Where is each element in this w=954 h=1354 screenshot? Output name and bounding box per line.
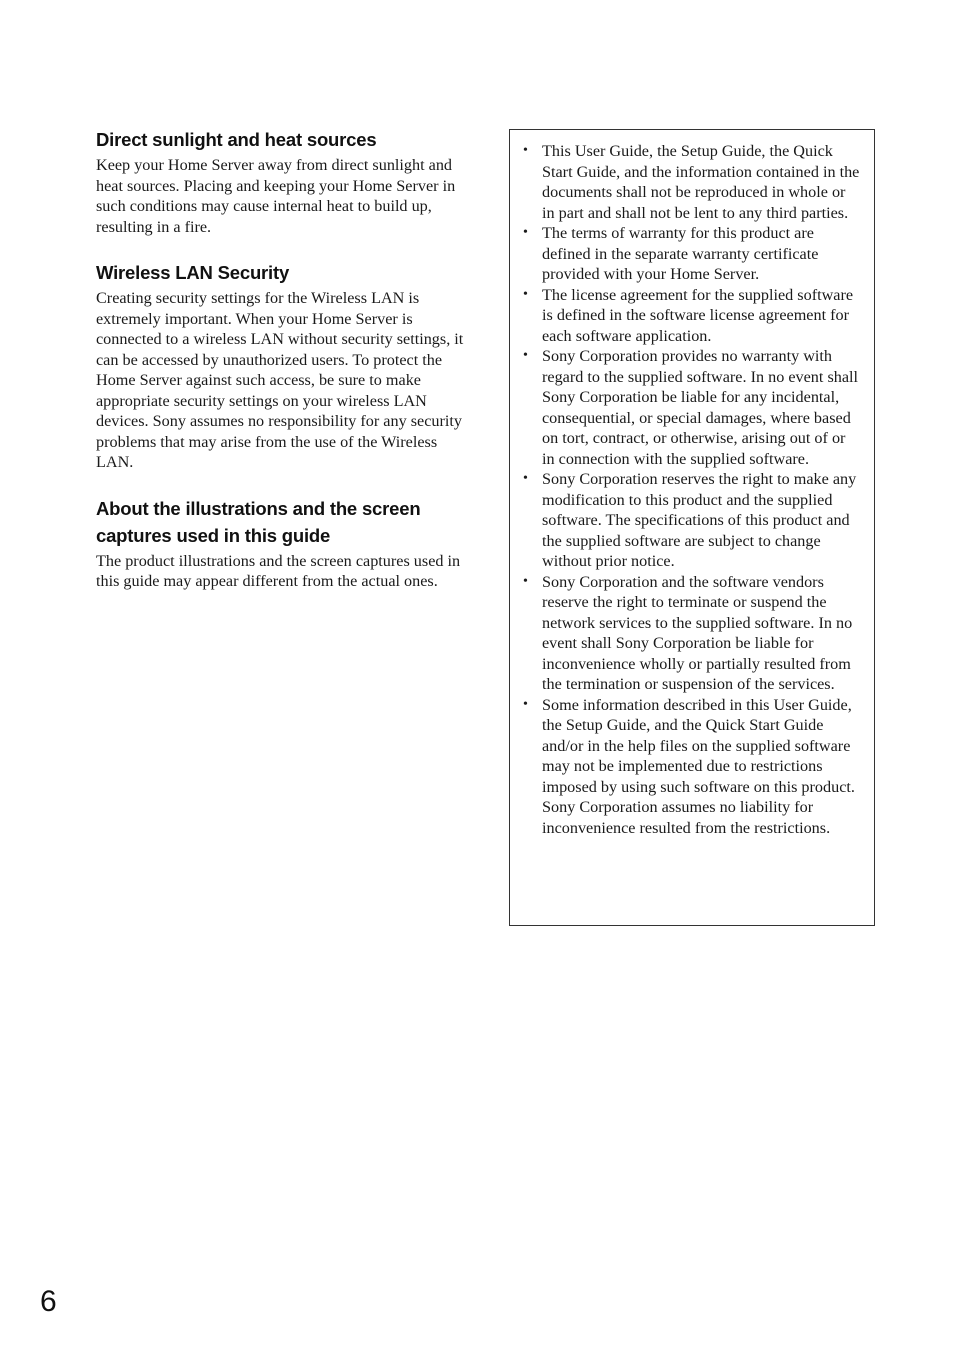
section-wireless-lan-security xyxy=(96,259,468,473)
section-body: Creating security settings for the Wireless LAN is extremely important. When your Home Server is connected to a wireless LAN without security settings, it can be accessed by unauthorized users. To protect the Home Server against such access, be sure to make appropriate security settings on your wireless LAN devices. Sony assumes no responsibility for any security problems that may arise from the use of the Wireless LAN. xyxy=(96,289,464,471)
notice-item-text: Some information described in this User Guide, the Setup Guide, and the Quick Start Guide and/or in the help files on the supplied software may not be implemented due to restrictions imposed by using such software on this product. Sony Corporation assumes no liability for inconvenience resulted from the restrictions. xyxy=(542,695,855,837)
notice-box xyxy=(509,129,875,926)
section-heading: About the illustrations and the screen captures used in this guide xyxy=(96,497,421,546)
notice-item xyxy=(522,141,862,223)
notice-item xyxy=(522,695,862,839)
bullet-icon: • xyxy=(523,348,528,363)
notice-list xyxy=(522,141,862,838)
notice-item xyxy=(522,572,862,695)
page-number: 6 xyxy=(40,1285,57,1318)
section-body: Keep your Home Server away from direct sunlight and heat sources. Placing and keeping your Home Server in such conditions may cause internal heat to build up, resulting in a fire. xyxy=(96,156,456,236)
bullet-icon: • xyxy=(523,696,528,712)
bullet-icon: • xyxy=(523,573,528,589)
left-column xyxy=(96,126,468,592)
section-direct-sunlight xyxy=(96,126,468,237)
notice-item xyxy=(522,223,862,285)
notice-item xyxy=(522,346,862,469)
section-heading: Wireless LAN Security xyxy=(96,262,290,283)
section-body: The product illustrations and the screen captures used in this guide may appear different from the actual ones. xyxy=(96,551,461,590)
section-illustrations xyxy=(96,495,468,592)
bullet-icon: • xyxy=(523,286,528,302)
notice-item-text: Sony Corporation provides no warranty with regard to the supplied software. In no event shall Sony Corporation be liable for any incidental, consequential, or special damages, where based on tort, contract, or otherwise, arising out of or in connection with the supplied software. xyxy=(542,347,859,468)
section-heading: Direct sunlight and heat sources xyxy=(96,129,377,150)
notice-item-text: The terms of warranty for this product are defined in the separate warranty certificate provided with your Home Server. xyxy=(542,224,819,283)
notice-item xyxy=(522,469,862,572)
notice-item-text: Sony Corporation reserves the right to make any modification to this product and the supplied software. The specifications of this product and the supplied software are subject to change without prior notice. xyxy=(542,470,857,570)
notice-item-text: The license agreement for the supplied software is defined in the software license agreement for each software application. xyxy=(542,285,854,345)
notice-item xyxy=(522,285,862,347)
notice-item-text: This User Guide, the Setup Guide, the Quick Start Guide, and the information contained in the documents shall not be reproduced in whole or in part and shall not be lent to any third parties. xyxy=(542,142,860,222)
bullet-icon: • xyxy=(523,143,528,158)
notice-item-text: Sony Corporation and the software vendors reserve the right to terminate or suspend the network services to the supplied software. In no event shall Sony Corporation be liable for inconvenience wholly or partially resulted from the termination or suspension of the services. xyxy=(542,572,853,693)
bullet-icon: • xyxy=(523,225,528,240)
bullet-icon: • xyxy=(523,471,528,486)
